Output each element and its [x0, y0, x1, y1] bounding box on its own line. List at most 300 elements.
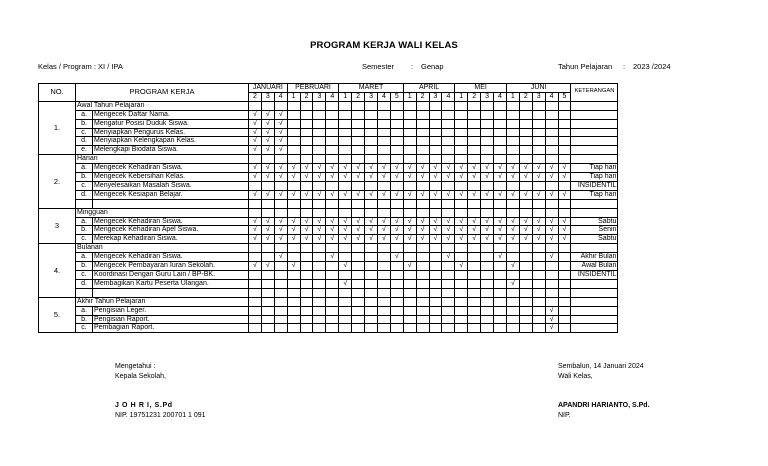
week-cell — [377, 306, 390, 315]
week-cell — [365, 297, 378, 306]
week-cell — [519, 253, 532, 262]
keterangan-cell — [571, 119, 618, 128]
section-title: Awal Tahun Pelajaran — [76, 101, 249, 110]
week-cell — [287, 244, 300, 253]
week-cell — [545, 119, 558, 128]
checkmark-cell: √ — [261, 137, 274, 146]
section-title-row — [39, 297, 618, 306]
item-text: Mengecek Kesiapan Belajar. — [93, 190, 249, 199]
week-cell — [261, 181, 274, 190]
week-cell — [390, 137, 403, 146]
week-cell — [365, 110, 378, 119]
checkmark-cell: √ — [365, 164, 378, 173]
item-text — [93, 199, 249, 208]
week-cell — [365, 128, 378, 137]
week-cell — [339, 253, 352, 262]
week-cell — [313, 324, 326, 333]
week-cell — [532, 110, 545, 119]
checkmark-cell: √ — [300, 217, 313, 226]
week-cell — [300, 137, 313, 146]
week-cell — [455, 324, 468, 333]
week-cell — [545, 101, 558, 110]
item-text: Pengisian Raport. — [93, 315, 249, 324]
checkmark-cell: √ — [494, 217, 507, 226]
week-cell — [506, 146, 519, 155]
week-cell — [519, 288, 532, 297]
week-cell — [558, 155, 571, 164]
week-cell — [339, 155, 352, 164]
semester-label: Semester — [362, 62, 395, 71]
week-cell — [403, 315, 416, 324]
week-cell — [429, 199, 442, 208]
week-cell — [429, 262, 442, 271]
program-item-row — [39, 217, 618, 226]
checkmark-cell: √ — [403, 235, 416, 244]
checkmark-cell: √ — [481, 235, 494, 244]
checkmark-cell: √ — [545, 324, 558, 333]
week-cell — [365, 253, 378, 262]
week-cell — [468, 208, 481, 217]
week-cell — [416, 110, 429, 119]
week-cell — [403, 208, 416, 217]
week-cell — [249, 315, 262, 324]
week-number: 1 — [339, 92, 352, 101]
week-cell — [390, 155, 403, 164]
week-cell — [261, 324, 274, 333]
program-item-row — [39, 119, 618, 128]
week-cell — [558, 208, 571, 217]
week-cell — [365, 119, 378, 128]
checkmark-cell: √ — [468, 235, 481, 244]
week-cell — [532, 306, 545, 315]
week-number: 1 — [287, 92, 300, 101]
week-cell — [326, 155, 339, 164]
checkmark-cell: √ — [287, 173, 300, 182]
checkmark-cell: √ — [287, 262, 300, 271]
week-cell — [545, 208, 558, 217]
checkmark-cell: √ — [326, 253, 339, 262]
week-cell — [519, 199, 532, 208]
checkmark-cell: √ — [442, 164, 455, 173]
week-cell — [377, 119, 390, 128]
item-letter: c. — [76, 235, 93, 244]
week-cell — [274, 181, 287, 190]
week-cell — [261, 208, 274, 217]
week-cell — [519, 101, 532, 110]
week-cell — [416, 181, 429, 190]
week-cell — [481, 262, 494, 271]
item-text: Pengisian Leger. — [93, 306, 249, 315]
checkmark-cell: √ — [416, 190, 429, 199]
week-cell — [532, 119, 545, 128]
checkmark-cell: √ — [506, 262, 519, 271]
week-number: 3 — [429, 92, 442, 101]
week-cell — [403, 306, 416, 315]
week-cell — [300, 315, 313, 324]
week-cell — [506, 271, 519, 280]
week-cell — [249, 306, 262, 315]
tahun-pelajaran-separator: : — [623, 62, 626, 71]
program-item-row — [39, 190, 618, 199]
week-cell — [352, 253, 365, 262]
week-cell — [287, 279, 300, 288]
checkmark-cell: √ — [274, 253, 287, 262]
week-cell — [429, 279, 442, 288]
keterangan-cell: Tiap hari — [571, 190, 618, 199]
wali-kelas-name: APANDRI HARIANTO, S.Pd. — [558, 402, 650, 410]
checkmark-cell: √ — [455, 262, 468, 271]
checkmark-cell: √ — [558, 164, 571, 173]
checkmark-cell: √ — [300, 164, 313, 173]
week-cell — [377, 288, 390, 297]
item-letter: c. — [76, 324, 93, 333]
week-cell — [506, 244, 519, 253]
checkmark-cell: √ — [519, 190, 532, 199]
keterangan-cell — [571, 101, 618, 110]
week-cell — [313, 288, 326, 297]
checkmark-cell: √ — [249, 119, 262, 128]
week-cell — [481, 128, 494, 137]
week-cell — [519, 155, 532, 164]
item-letter: d. — [76, 137, 93, 146]
week-cell — [352, 181, 365, 190]
week-cell — [532, 181, 545, 190]
week-cell — [494, 288, 507, 297]
checkmark-cell: √ — [339, 217, 352, 226]
week-cell — [390, 262, 403, 271]
week-cell — [326, 101, 339, 110]
week-cell — [481, 297, 494, 306]
semester-separator: : — [411, 62, 414, 71]
week-cell — [274, 297, 287, 306]
week-cell — [261, 253, 274, 262]
week-cell — [416, 315, 429, 324]
item-text: Mengecek Kehadiran Apel Siswa. — [93, 226, 249, 235]
page-title: PROGRAM KERJA WALI KELAS — [310, 40, 458, 51]
week-cell — [339, 101, 352, 110]
week-cell — [287, 306, 300, 315]
program-item-row — [39, 137, 618, 146]
checkmark-cell: √ — [326, 235, 339, 244]
week-cell — [429, 297, 442, 306]
checkmark-cell: √ — [287, 226, 300, 235]
keterangan-cell: Tiap hari — [571, 164, 618, 173]
semester-value: Genap — [421, 62, 444, 71]
week-cell — [455, 253, 468, 262]
week-cell — [442, 324, 455, 333]
week-cell — [416, 146, 429, 155]
checkmark-cell: √ — [365, 190, 378, 199]
week-cell — [532, 199, 545, 208]
checkmark-cell: √ — [287, 164, 300, 173]
week-cell — [300, 146, 313, 155]
week-cell — [416, 119, 429, 128]
week-cell — [558, 119, 571, 128]
week-cell — [326, 306, 339, 315]
week-cell — [313, 279, 326, 288]
checkmark-cell: √ — [494, 226, 507, 235]
week-cell — [403, 297, 416, 306]
week-cell — [261, 306, 274, 315]
item-letter: c. — [76, 181, 93, 190]
week-cell — [326, 271, 339, 280]
checkmark-cell: √ — [558, 217, 571, 226]
week-number: 4 — [326, 92, 339, 101]
week-cell — [468, 271, 481, 280]
week-cell — [326, 128, 339, 137]
week-cell — [442, 297, 455, 306]
wali-kelas-label: Wali Kelas, — [558, 372, 593, 380]
week-cell — [416, 137, 429, 146]
checkmark-cell: √ — [377, 217, 390, 226]
empty-row — [39, 288, 618, 297]
week-cell — [313, 110, 326, 119]
week-cell — [506, 324, 519, 333]
week-cell — [468, 181, 481, 190]
checkmark-cell: √ — [390, 235, 403, 244]
week-cell — [455, 110, 468, 119]
checkmark-cell: √ — [545, 306, 558, 315]
week-cell — [429, 306, 442, 315]
week-cell — [249, 199, 262, 208]
week-cell — [481, 324, 494, 333]
week-cell — [274, 271, 287, 280]
checkmark-cell: √ — [274, 119, 287, 128]
week-cell — [274, 315, 287, 324]
checkmark-cell: √ — [274, 128, 287, 137]
week-cell — [468, 137, 481, 146]
checkmark-cell: √ — [468, 164, 481, 173]
checkmark-cell: √ — [377, 173, 390, 182]
section-number: 1. — [39, 101, 76, 154]
week-cell — [287, 199, 300, 208]
week-cell — [494, 244, 507, 253]
week-cell — [481, 271, 494, 280]
tahun-pelajaran-value: 2023 /2024 — [633, 62, 671, 71]
checkmark-cell: √ — [261, 262, 274, 271]
checkmark-cell: √ — [274, 164, 287, 173]
checkmark-cell: √ — [339, 190, 352, 199]
week-cell — [468, 110, 481, 119]
checkmark-cell: √ — [249, 164, 262, 173]
program-item-row — [39, 110, 618, 119]
week-cell — [519, 208, 532, 217]
week-cell — [300, 181, 313, 190]
checkmark-cell: √ — [442, 217, 455, 226]
week-cell — [377, 181, 390, 190]
week-cell — [352, 119, 365, 128]
week-cell — [558, 146, 571, 155]
checkmark-cell: √ — [455, 235, 468, 244]
week-cell — [506, 155, 519, 164]
week-cell — [390, 297, 403, 306]
week-cell — [416, 262, 429, 271]
week-cell — [300, 119, 313, 128]
checkmark-cell: √ — [545, 164, 558, 173]
checkmark-cell: √ — [506, 173, 519, 182]
checkmark-cell: √ — [545, 217, 558, 226]
week-cell — [429, 324, 442, 333]
program-item-row — [39, 146, 618, 155]
week-cell — [558, 128, 571, 137]
keterangan-cell — [571, 324, 618, 333]
item-text — [93, 288, 249, 297]
checkmark-cell: √ — [274, 226, 287, 235]
week-cell — [287, 271, 300, 280]
week-cell — [377, 155, 390, 164]
week-cell — [390, 110, 403, 119]
week-cell — [416, 279, 429, 288]
week-cell — [377, 324, 390, 333]
week-cell — [249, 244, 262, 253]
week-cell — [442, 101, 455, 110]
week-cell — [403, 181, 416, 190]
month-header: MARET — [339, 84, 403, 93]
checkmark-cell: √ — [274, 173, 287, 182]
week-cell — [519, 324, 532, 333]
week-cell — [494, 128, 507, 137]
week-cell — [261, 101, 274, 110]
checkmark-cell: √ — [545, 253, 558, 262]
week-cell — [313, 119, 326, 128]
week-cell — [506, 208, 519, 217]
week-cell — [300, 324, 313, 333]
week-cell — [287, 101, 300, 110]
week-cell — [532, 315, 545, 324]
week-cell — [481, 199, 494, 208]
week-cell — [339, 288, 352, 297]
checkmark-cell: √ — [300, 190, 313, 199]
week-cell — [365, 199, 378, 208]
week-cell — [352, 271, 365, 280]
week-cell — [261, 199, 274, 208]
week-cell — [274, 288, 287, 297]
checkmark-cell: √ — [481, 217, 494, 226]
week-cell — [442, 271, 455, 280]
week-cell — [429, 155, 442, 164]
week-cell — [468, 279, 481, 288]
week-cell — [300, 271, 313, 280]
item-text: Koordinasi Dengan Guru Lain / BP-BK. — [93, 271, 249, 280]
week-cell — [326, 288, 339, 297]
week-cell — [481, 181, 494, 190]
week-cell — [249, 101, 262, 110]
week-cell — [390, 315, 403, 324]
checkmark-cell: √ — [506, 190, 519, 199]
week-cell — [442, 155, 455, 164]
week-cell — [519, 297, 532, 306]
week-cell — [519, 119, 532, 128]
week-cell — [416, 101, 429, 110]
checkmark-cell: √ — [532, 235, 545, 244]
week-cell — [468, 262, 481, 271]
week-cell — [377, 137, 390, 146]
week-cell — [339, 324, 352, 333]
item-text: Menyiapkan Pengurus Kelas. — [93, 128, 249, 137]
week-cell — [274, 101, 287, 110]
week-cell — [442, 288, 455, 297]
keterangan-cell: INSIDENTIL — [571, 271, 618, 280]
week-cell — [494, 155, 507, 164]
keterangan-cell: Sabtu — [571, 235, 618, 244]
checkmark-cell: √ — [287, 190, 300, 199]
item-text: Mengatur Posisi Duduk Siswa. — [93, 119, 249, 128]
header-program-kerja: PROGRAM KERJA — [76, 84, 249, 102]
week-cell — [416, 244, 429, 253]
item-letter: b. — [76, 226, 93, 235]
checkmark-cell: √ — [403, 164, 416, 173]
week-cell — [287, 110, 300, 119]
week-cell — [545, 146, 558, 155]
week-cell — [468, 253, 481, 262]
checkmark-cell: √ — [442, 190, 455, 199]
week-cell — [403, 110, 416, 119]
week-cell — [287, 315, 300, 324]
section-title-row — [39, 101, 618, 110]
checkmark-cell: √ — [545, 235, 558, 244]
week-cell — [481, 155, 494, 164]
item-text: Menyelesaikan Masalah Siswa. — [93, 181, 249, 190]
week-cell — [481, 146, 494, 155]
week-cell — [352, 288, 365, 297]
keterangan-cell — [571, 128, 618, 137]
week-cell — [313, 271, 326, 280]
week-cell — [390, 244, 403, 253]
week-number: 3 — [365, 92, 378, 101]
item-letter: a. — [76, 110, 93, 119]
program-item-row — [39, 324, 618, 333]
checkmark-cell: √ — [416, 235, 429, 244]
header-keterangan: KETERANGAN — [571, 84, 618, 102]
item-letter: a. — [76, 306, 93, 315]
checkmark-cell: √ — [506, 164, 519, 173]
week-cell — [532, 146, 545, 155]
week-cell — [429, 181, 442, 190]
week-cell — [532, 279, 545, 288]
week-cell — [300, 306, 313, 315]
week-cell — [352, 101, 365, 110]
checkmark-cell: √ — [313, 173, 326, 182]
week-cell — [300, 262, 313, 271]
checkmark-cell: √ — [494, 173, 507, 182]
checkmark-cell: √ — [403, 217, 416, 226]
checkmark-cell: √ — [300, 173, 313, 182]
week-cell — [403, 324, 416, 333]
week-cell — [287, 253, 300, 262]
item-text: Melengkapi Biodata Siswa. — [93, 146, 249, 155]
week-cell — [468, 306, 481, 315]
week-cell — [300, 101, 313, 110]
week-cell — [455, 101, 468, 110]
week-cell — [339, 306, 352, 315]
week-cell — [352, 155, 365, 164]
item-letter: d. — [76, 279, 93, 288]
week-cell — [403, 101, 416, 110]
week-cell — [494, 101, 507, 110]
week-cell — [558, 199, 571, 208]
week-cell — [442, 137, 455, 146]
week-cell — [326, 119, 339, 128]
checkmark-cell: √ — [481, 226, 494, 235]
week-cell — [313, 208, 326, 217]
week-cell — [455, 279, 468, 288]
checkmark-cell: √ — [274, 190, 287, 199]
week-cell — [326, 146, 339, 155]
week-cell — [545, 181, 558, 190]
week-cell — [558, 288, 571, 297]
week-cell — [339, 128, 352, 137]
item-text: Menyiapkan Kelengkapan Kelas. — [93, 137, 249, 146]
